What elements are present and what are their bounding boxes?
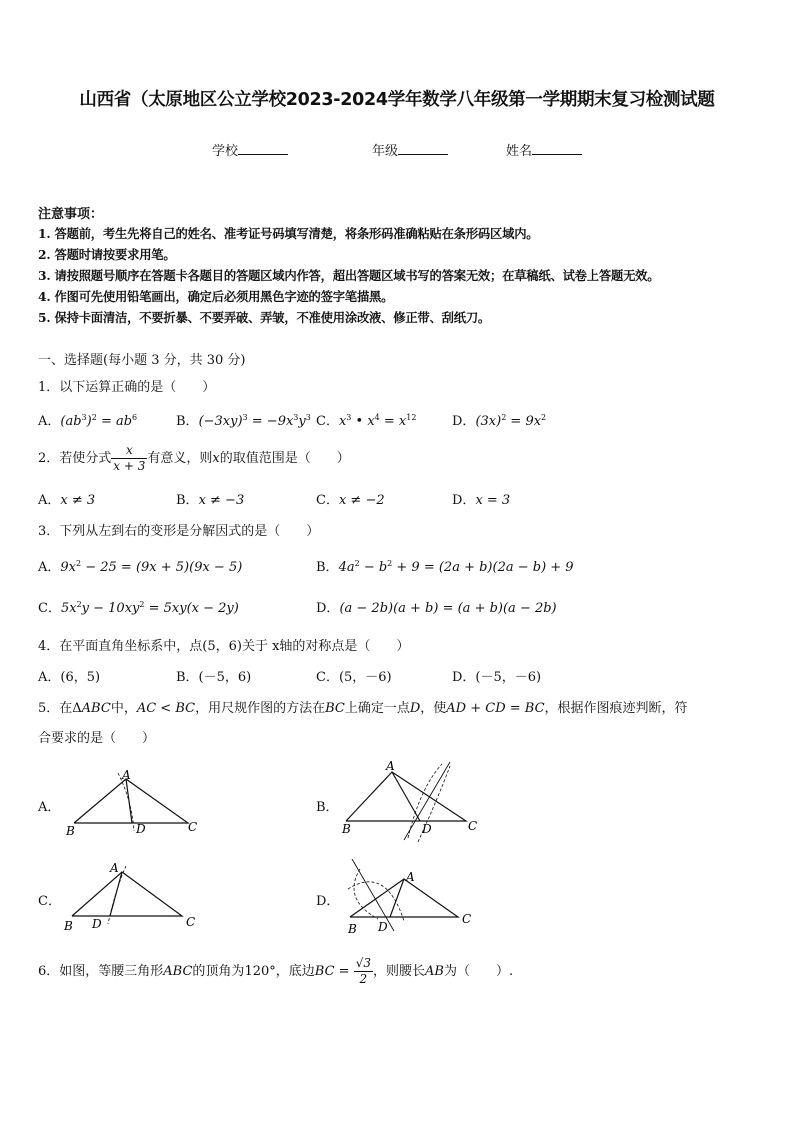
svg-text:A: A [122, 768, 131, 782]
svg-text:B: B [342, 822, 351, 836]
svg-text:B: B [64, 919, 73, 933]
q3-option-b: B．$4a^2 - b^2 + 9 = (2a + b)(2a - b) + 9$ [316, 559, 574, 575]
svg-text:B: B [66, 824, 75, 838]
q5-option-c-label: C． [38, 894, 61, 909]
svg-text:D: D [136, 822, 146, 836]
q5-figure-d [338, 855, 488, 940]
note-item: 1. 答题前，考生先将自己的姓名、准考证号码填写清楚，将条形码准确粘贴在条形码区域内。 [38, 226, 539, 241]
page-title: 山西省（太原地区公立学校2023-2024学年数学八年级第一学期期末复习检测试题 [79, 90, 715, 110]
question-2-stem: 2．若使分式 $\frac{x}{x + 3}$ 有意义，则x的取值范围是（ ） [38, 443, 350, 473]
school-field [212, 140, 288, 159]
svg-text:D: D [92, 917, 102, 931]
q3-option-d: D．(a − 2b)(a + b) = (a + b)(a − 2b) [316, 601, 557, 616]
svg-text:C: C [468, 819, 478, 833]
svg-text:C: C [186, 915, 196, 929]
school-label: 学校 [212, 144, 239, 159]
name-field [506, 140, 582, 159]
q4-option-c: C．(5，－6) [316, 670, 392, 685]
question-4-stem: 4．在平面直角坐标系中，点(5，6)关于 x轴的对称点是（ ） [38, 639, 410, 654]
svg-text:D: D [422, 822, 432, 836]
q3-option-a: A．$9x^2 - 25 = (9x + 5)(9x - 5)$ [38, 559, 243, 575]
svg-text:C: C [188, 820, 198, 834]
svg-text:A: A [406, 870, 415, 884]
grade-field [372, 140, 448, 159]
question-3-stem: 3．下列从左到右的变形是分解因式的是（ ） [38, 524, 320, 539]
svg-text:D: D [378, 920, 388, 934]
section-heading: 一、选择题(每小题 3 分，共 30 分) [38, 353, 246, 368]
q1-option-d: D．$(3x)^2 = 9x^2$ [452, 413, 547, 429]
q4-option-d: D．(－5，－6) [452, 670, 542, 685]
q3-option-c: C．$5x^2y - 10xy^2 = 5xy(x - 2y)$ [38, 600, 239, 616]
q5-option-a-label: A． [38, 800, 61, 815]
question-1-stem: 1．以下运算正确的是（ ） [38, 380, 216, 395]
q2-option-a: A．x ≠ 3 [38, 493, 96, 508]
note-item: 5. 保持卡面清洁，不要折暴、不要弄破、弄皱，不准使用涂改液、修正带、刮纸刀。 [38, 310, 491, 325]
question-5-stem: 5．在ΔABC中，AC < BC，用尺规作图的方法在BC上确定一点D，使AD + CD = BC，根据作图痕迹判断，符 [38, 701, 688, 716]
svg-text:C: C [462, 912, 472, 926]
svg-text:B: B [348, 922, 357, 936]
q5-option-b-label: B． [316, 800, 339, 815]
note-item: 2. 答题时请按要求用笔。 [38, 247, 176, 262]
q4-option-b: B．(－5，6) [176, 670, 252, 685]
q1-option-a: A．$(ab^3)^2 = ab^6$ [38, 413, 138, 429]
notes-heading: 注意事项： [38, 207, 104, 222]
q5-figure-c [60, 858, 210, 938]
q2-option-c: C．x ≠ −2 [316, 493, 385, 508]
q1-option-b: B．$(-3xy)^3 = -9x^3y^3$ [176, 413, 311, 429]
q4-option-a: A．(6，5) [38, 670, 101, 685]
note-item: 4. 作图可先使用铅笔画出，确定后必须用黑色字迹的签字笔描黑。 [38, 289, 394, 304]
question-6-stem: 6．如图，等腰三角形ABC的顶角为120°，底边BC = $\frac{√3}{2}$ ，则腰长AB为（ ）. [38, 956, 514, 986]
q2-option-b: B．x ≠ −3 [176, 493, 245, 508]
question-5-stem-line2: 合要求的是（ ） [38, 731, 156, 746]
q5-figure-b [338, 758, 488, 843]
q5-option-d-label: D． [316, 894, 340, 909]
grade-label: 年级 [372, 144, 399, 159]
svg-text:A: A [110, 861, 119, 875]
q5-figure-a [60, 765, 210, 840]
svg-text:A: A [386, 759, 395, 773]
q1-option-c: C．$x^3$ • $x^4 = x^{12}$ [316, 413, 417, 429]
q2-option-d: D．x = 3 [452, 493, 511, 508]
name-label: 姓名 [506, 144, 533, 159]
note-item: 3. 请按照题号顺序在答题卡各题目的答题区域内作答，超出答题区域书写的答案无效；在草稿纸、试卷上答题无效。 [38, 268, 660, 283]
